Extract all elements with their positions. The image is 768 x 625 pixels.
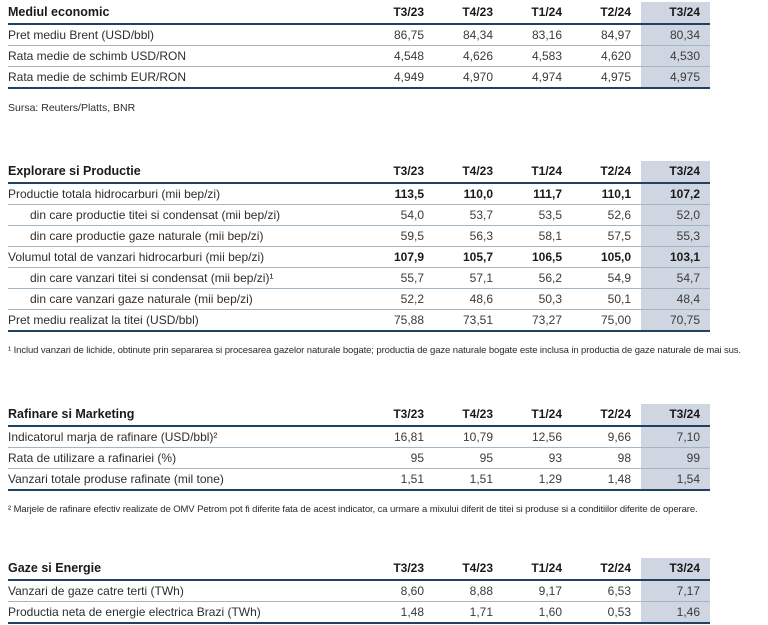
table-body	[8, 426, 710, 490]
column-header: T4/23	[462, 5, 493, 19]
cell-value: 9,17	[538, 584, 562, 598]
cell-value: 8,88	[469, 584, 493, 598]
row-label: Indicatorul marja de rafinare (USD/bbl)²	[8, 430, 218, 444]
table-row	[8, 268, 710, 289]
cell-value: 1,48	[572, 469, 641, 491]
cell-value: 54,9	[572, 268, 641, 289]
cell-value: 95	[365, 448, 434, 469]
cell-value: 98	[572, 448, 641, 469]
cell-value: 111,7	[533, 187, 562, 201]
cell-value: 1,29	[503, 469, 572, 491]
table-title: Rafinare si Marketing	[8, 407, 135, 421]
table-gaze-si-energie	[8, 558, 710, 624]
cell-value: 75,00	[572, 310, 641, 332]
table-title: Gaze si Energie	[8, 561, 102, 575]
cell-value: 4,974	[503, 67, 572, 89]
cell-value: 95	[434, 448, 503, 469]
cell-value: 107,9	[365, 247, 434, 268]
cell-value: 84,97	[600, 28, 631, 42]
cell-value: 50,1	[572, 289, 641, 310]
column-header: T3/23	[393, 561, 424, 575]
cell-value: 1,51	[365, 469, 434, 491]
cell-value: 8,60	[400, 584, 424, 598]
table-row	[8, 247, 710, 268]
row-label: din care productie gaze naturale (mii bep/zi)	[8, 226, 365, 247]
section-explorare-si-productie	[8, 161, 768, 357]
cell-value: 110,1	[601, 187, 631, 201]
cell-value: 105,0	[572, 247, 641, 268]
cell-value: 105,7	[434, 247, 503, 268]
column-header: T2/24	[600, 561, 631, 575]
cell-value: 57,1	[434, 268, 503, 289]
cell-value: 73,27	[503, 310, 572, 332]
column-header: T4/23	[462, 407, 493, 421]
cell-value: 113,5	[394, 187, 424, 201]
cell-value: 4,583	[503, 46, 572, 67]
table-row	[8, 310, 710, 332]
cell-value-highlighted: 7,17	[641, 580, 710, 602]
row-label: Vanzari de gaze catre terti (TWh)	[8, 584, 184, 598]
table-header-row	[8, 404, 710, 426]
cell-value: 1,48	[365, 602, 434, 624]
column-header: T2/24	[600, 5, 631, 19]
cell-value: 53,7	[434, 205, 503, 226]
row-label: Vanzari totale produse rafinate (mil tone)	[8, 469, 365, 491]
row-label: Pret mediu realizat la titei (USD/bbl)	[8, 310, 365, 332]
table-row	[8, 67, 710, 89]
section-mediul-economic	[8, 2, 768, 114]
cell-value: 4,548	[365, 46, 434, 67]
cell-value: 48,6	[434, 289, 503, 310]
cell-value: 84,34	[462, 28, 493, 42]
table-row	[8, 289, 710, 310]
table-row	[8, 24, 710, 46]
table-row	[8, 226, 710, 247]
row-label: din care productie titei si condensat (mii bep/zi)	[8, 205, 365, 226]
column-header-highlighted: T3/24	[641, 404, 710, 426]
cell-value-highlighted: 107,2	[641, 183, 710, 205]
cell-value: 106,5	[503, 247, 572, 268]
table-row	[8, 448, 710, 469]
column-header: T3/23	[393, 164, 424, 178]
table-mediul-economic	[8, 2, 710, 89]
cell-value: 0,53	[572, 602, 641, 624]
section-rafinare-si-marketing	[8, 404, 768, 516]
cell-value-highlighted: 103,1	[641, 247, 710, 268]
table-explorare-si-productie	[8, 161, 710, 332]
cell-value: 55,7	[365, 268, 434, 289]
table-header-row	[8, 558, 710, 580]
cell-value: 52,6	[572, 205, 641, 226]
footnote-1: ¹ Includ vanzari de lichide, obtinute prin separarea si procesarea gazelor naturale bogate; productia de gaze naturale bogate este inclusa in productia de gaze naturale de mai sus.	[8, 345, 741, 356]
cell-value: 1,71	[434, 602, 503, 624]
table-row	[8, 46, 710, 67]
column-header: T3/23	[393, 407, 424, 421]
column-header: T1/24	[531, 5, 562, 19]
cell-value-highlighted: 4,975	[641, 67, 710, 89]
footnote-2: ² Marjele de rafinare efectiv realizate de OMV Petrom pot fi diferite fata de acest indicator, ca urmare a mixului diferit de titei si produse si a conditiilor diferite de operare.	[8, 504, 698, 515]
cell-value: 4,949	[365, 67, 434, 89]
cell-value: 50,3	[503, 289, 572, 310]
cell-value: 4,620	[572, 46, 641, 67]
cell-value: 1,60	[503, 602, 572, 624]
cell-value-highlighted: 48,4	[641, 289, 710, 310]
section-gaze-si-energie	[8, 558, 768, 624]
cell-value-highlighted: 52,0	[641, 205, 710, 226]
cell-value: 52,2	[365, 289, 434, 310]
cell-value: 57,5	[572, 226, 641, 247]
column-header: T1/24	[531, 164, 562, 178]
column-header: T1/24	[531, 561, 562, 575]
cell-value: 6,53	[607, 584, 631, 598]
cell-value: 56,2	[503, 268, 572, 289]
table-title: Mediul economic	[8, 5, 110, 19]
table-header-row	[8, 2, 710, 24]
cell-value-highlighted: 4,530	[641, 46, 710, 67]
cell-value: 9,66	[607, 430, 631, 444]
cell-value: 58,1	[503, 226, 572, 247]
row-label: Rata medie de schimb USD/RON	[8, 46, 365, 67]
table-header-row	[8, 161, 710, 183]
column-header-highlighted: T3/24	[641, 2, 710, 24]
cell-value: 73,51	[434, 310, 503, 332]
row-label: Productie totala hidrocarburi (mii bep/zi)	[8, 187, 221, 201]
row-label: din care vanzari titei si condensat (mii bep/zi)¹	[8, 268, 365, 289]
cell-value: 1,51	[434, 469, 503, 491]
table-row	[8, 183, 710, 205]
source-note: Sursa: Reuters/Platts, BNR	[8, 102, 136, 114]
cell-value-highlighted: 99	[641, 448, 710, 469]
cell-value: 110,0	[463, 187, 493, 201]
cell-value: 56,3	[434, 226, 503, 247]
column-header: T3/23	[393, 5, 424, 19]
cell-value: 93	[503, 448, 572, 469]
cell-value: 16,81	[393, 430, 424, 444]
table-row	[8, 580, 710, 602]
column-header: T2/24	[600, 407, 631, 421]
cell-value-highlighted: 54,7	[641, 268, 710, 289]
column-header: T4/23	[462, 164, 493, 178]
row-label: Pret mediu Brent (USD/bbl)	[8, 28, 155, 42]
cell-value: 53,5	[503, 205, 572, 226]
cell-value-highlighted: 1,46	[641, 602, 710, 624]
table-rafinare-si-marketing	[8, 404, 710, 491]
cell-value-highlighted: 80,34	[641, 24, 710, 46]
cell-value: 83,16	[531, 28, 562, 42]
cell-value-highlighted: 1,54	[641, 469, 710, 491]
row-label: Rata medie de schimb EUR/RON	[8, 67, 365, 89]
cell-value: 4,626	[434, 46, 503, 67]
table-row	[8, 205, 710, 226]
cell-value: 86,75	[393, 28, 424, 42]
column-header-highlighted: T3/24	[641, 161, 710, 183]
table-title: Explorare si Productie	[8, 164, 141, 178]
table-row	[8, 469, 710, 491]
cell-value: 10,79	[462, 430, 493, 444]
cell-value: 4,970	[434, 67, 503, 89]
column-header-highlighted: T3/24	[641, 558, 710, 580]
cell-value: 4,975	[572, 67, 641, 89]
cell-value-highlighted: 70,75	[641, 310, 710, 332]
table-body	[8, 580, 710, 623]
table-row	[8, 426, 710, 448]
column-header: T4/23	[462, 561, 493, 575]
row-label: din care vanzari gaze naturale (mii bep/zi)	[8, 289, 365, 310]
column-header: T2/24	[600, 164, 631, 178]
cell-value: 59,5	[365, 226, 434, 247]
column-header: T1/24	[531, 407, 562, 421]
cell-value-highlighted: 55,3	[641, 226, 710, 247]
row-label: Rata de utilizare a rafinariei (%)	[8, 448, 365, 469]
table-body	[8, 183, 710, 331]
table-body	[8, 24, 710, 88]
table-row	[8, 602, 710, 624]
row-label: Productia neta de energie electrica Brazi (TWh)	[8, 602, 365, 624]
cell-value: 12,56	[531, 430, 562, 444]
cell-value: 75,88	[365, 310, 434, 332]
row-label: Volumul total de vanzari hidrocarburi (mii bep/zi)	[8, 247, 365, 268]
cell-value: 54,0	[365, 205, 434, 226]
cell-value-highlighted: 7,10	[641, 426, 710, 448]
